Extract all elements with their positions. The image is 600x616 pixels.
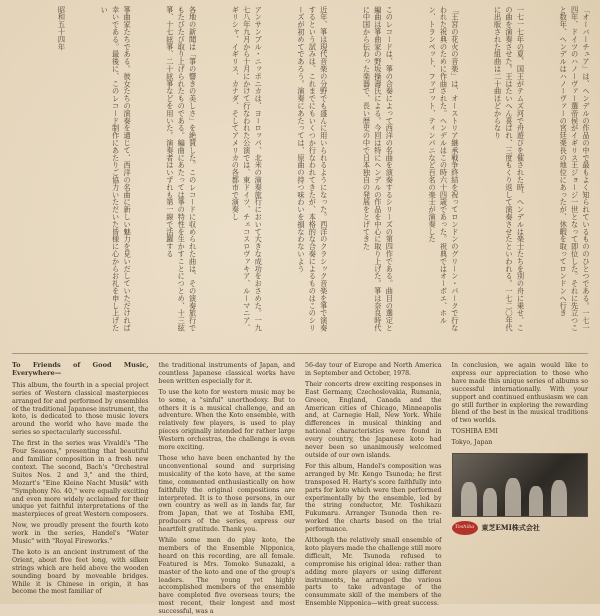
english-notes [12,361,588,616]
signature-city: Tokyo, Japan [451,439,493,447]
company-name: 東芝EMI株式会社 [481,523,540,533]
jp-column: 各地の新聞は「箏の響きの美しさ」を絶賛した。このレコードに収められた曲は、その演奏旅行でもたびたび取り上げられたものである。編曲にあたっては箏の特性を生かすことにつとめ、十三絃箏、十七絃箏、二十絃箏などを用いた。演奏者はいずれも第一線で活躍する [165,6,198,332]
paragraph: Their concerts drew exciting responses in East Germany, Czechoslovakia, Rumania, Greece, England, Canada and the American cities of Chicago, Minneapolis and, at Carnegie Hall, New York. While differences in musical thinking and national characteristics were found in every country, the Japanese koto had never been so unanimously welcomed outside of our own islands. [305,380,442,459]
jp-column: 一七一七年の夏、国王がテムズ河で舟遊びを催された時、ヘンデルは楽士たちを別の舟に乗せ、この曲を演奏させた。王はたいへん喜ばれ、三度もくり返して演奏させたといわれる。一七二〇年代に出版された組曲は二十曲ほどからなり [493,6,526,332]
english-heading: To Friends of Good Music, Everywhere— [12,361,149,377]
signature-company: TOSHIBA EMI [451,428,498,436]
paragraph: 56-day tour of Europe and North America in September and October, 1978. [305,362,442,377]
section-divider [12,353,588,354]
ensemble-photo [452,453,589,517]
jp-column: 「オーバーチュア」は、ヘンデルの作品の中で最もよく知られているもののひとつである。一七一四年、ドイツのハノーヴァー選帝侯がイギリス王ジョージ一世となって即位した。それに先立つこと数年、ヘンデルはハノーヴァーの宮廷楽長の地位にあったが、休暇を取ってロンドンへ行き [559,6,591,332]
jp-column: 「王宮の花火の音楽」は、オーストリア継承戦争終結を祝ってロンドンのグリーン・パークで行なわれた祝典のために作曲された。ヘンデルはこの時六十四歳であった。祝典ではオーボエ、ホルン、トランペット、ファゴット、ティンパニなど百名の楽士が演奏した [428,6,460,332]
en-column-1 [12,362,149,598]
toshiba-logo: Toshiba [452,521,478,535]
paragraph: Those who have been enchanted by the unconventional sound and surprising musicality of the koto have, at the same time, commented enthusiastically on how faithfully the original compositions are interpreted. It is to those persons, in our own country as well as in lands far, far from Japan, that we at Toshiba EMI, producers of the series, express our heartfelt gratitude. Thank you. [158,454,295,534]
jp-column: 箏曲家たちである。彼女たちの演奏を通じて、西洋の名曲に新しい魅力を見いだしていただければ幸いである。最後に、このレコード制作にあたりご協力いただいた皆様に心からお礼を申し上げたい [100,6,133,332]
paragraph: For this album, Handel's composition was arranged by Mr. Kengo Tsunoda; he first transposed H. Harty's score faithfully into parts for koto which were then performed experimentally by the ensemble, led by the string conductor, Mr. Toshikazu Fukumaru. Arranger Tsunoda then re-worked the charts based on the trial performance. [305,462,442,534]
japanese-notes [8,6,592,346]
paragraph: In conclusion, we again would like to express our appreciation to those who have made this unique series of albums so successful internationally. With your support and continued enthusiasm we can go still further in exploring the rewarding blend of the best in the musical traditions of two worlds. [451,362,588,425]
jp-column: このレコードは、箏の合奏によって西洋の名曲を演奏するシリーズの第四作である。曲目の選定と編曲は箏曲家の野坂操壽氏による。今回は特にヘンデルの作品を中心に取り上げた。箏は奈良時代に中国から伝わった楽器で、長い歴史の中で日本独自の発展をとげてきた [362,6,395,332]
en-column-4 [452,362,589,598]
publisher-row [452,521,589,535]
paragraph: Now, we proudly present the fourth koto work in the series, Handel's "Water Music" with "Royal Fireworks." [12,522,149,546]
jp-column: アンサンブル・ニッポニカは、ヨーロッパ、北米の演奏旅行において大きな成功をおさめた。一九七八年九月から十月にかけて行なわれた公演では、東ドイツ、チェコスロヴァキア、ルーマニア、ギリシャ、イギリス、カナダ、そしてアメリカの各都市で演奏し [231,6,264,332]
paragraph: While some men do play koto, the members of the Ensemble Nipponica, heard on this recording, are all female. Featured is Mrs. Tomoko Sunazaki, a master of the koto and one of the group's leaders. The young yet highly accomplished members of the ensemble have completed five overseas tours; the most recent, their longest and most successful, was a [158,537,295,616]
en-column-2 [158,362,296,616]
paragraph: To use the koto for western music may be to some, a "sinful" unorthodoxy. But to others it is a musical challenge, and an adventure. When the Koto ensemble, with relatively few players, is used to play pieces originally intended for rather large Western orchestras, the challenge is even more exciting. [158,388,295,452]
jp-column-date: 昭和五十四年 [57,6,67,51]
paragraph: The koto is an ancient instrument of the Orient, about five feet long, with silken strings which are held above the wooden sounding board by moveable bridges. While it is Chinese in origin, it has become the most familiar of [12,548,149,596]
paragraph: This album, the fourth in a special project series of Western classical masterpieces arranged for and performed by ensembles of the traditional Japanese instrument, the koto, is dedicated to those music lovers around the world who have made the series so spectacularly successful. [12,381,149,437]
paragraph: Although the relatively small ensemble of koto players made the challenge still more difficult, Mr. Tsunoda refused to compromise his original idea: rather than adding more players or using different instruments, he arranged the various parts to take advantage of the consummate skill of the members of the Ensemble Nipponica—with great success. [305,537,442,608]
paragraph: The first in the series was Vivaldi's "The Four Seasons," presenting that beautiful and familiar composition in a fresh new context. The second, Bach's "Orchestral Suites Nos. 2 and 3," and the third, Mozart's "Eine Kleine Nacht Musik" with "Symphony No. 40," were equally exciting and even more widely acclaimed for their unique yet faithful interpretations of the masterpieces of great Western composers. [12,440,149,519]
jp-column: 近年、箏は現代音楽の分野でも盛んに用いられるようになった。西洋のクラシック音楽を箏で演奏するという試みは、これまでにもいくつか行なわれてきたが、本格的な合奏によるものはこのシリーズが初めてであろう。演奏にあたっては、原曲の持つ味わいを損なわないよう [296,6,329,332]
en-column-3 [305,362,442,608]
paragraph: the traditional instruments of Japan, and countless Japanese classical works have been written especially for it. [158,362,295,385]
